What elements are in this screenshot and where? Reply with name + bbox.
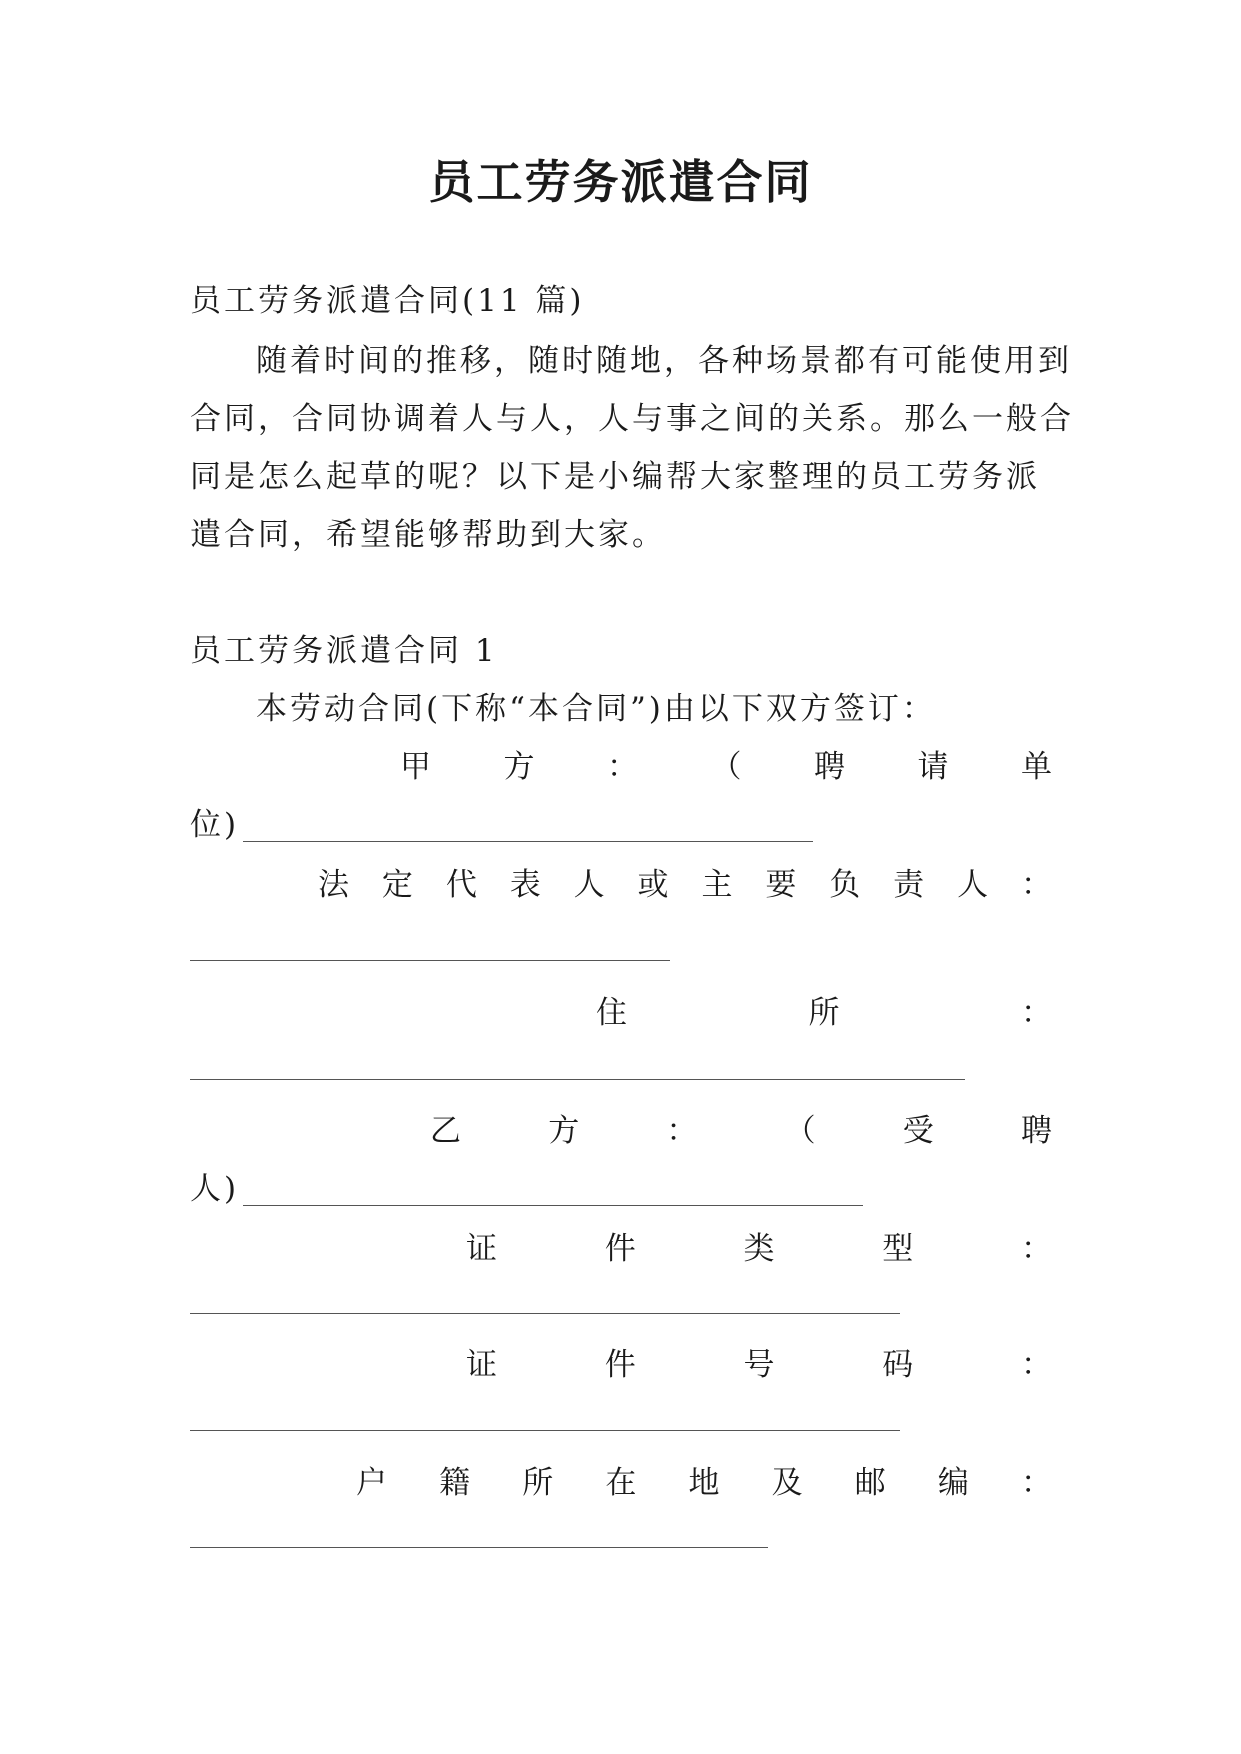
household-blank[interactable]	[190, 1547, 768, 1548]
label-char: 方	[503, 749, 535, 785]
intro-heading: 员工劳务派遣合同(11 篇)	[190, 283, 585, 319]
label-char: 受	[902, 1113, 934, 1149]
label-char: （	[710, 749, 742, 785]
household-label	[356, 1454, 1052, 1512]
label-char: 请	[917, 749, 949, 785]
label-char: 所	[808, 995, 840, 1031]
label-char: 及	[771, 1465, 803, 1501]
party-b-field	[190, 1160, 1052, 1218]
label-char: ：	[666, 1113, 698, 1149]
label-char: 或	[637, 867, 669, 903]
label-char: 编	[937, 1465, 969, 1501]
id-type-label	[466, 1220, 1052, 1278]
label-char: ：	[607, 749, 638, 785]
label-char: （	[784, 1113, 816, 1149]
label-char: 类	[743, 1231, 775, 1267]
id-number-blank[interactable]	[190, 1430, 900, 1431]
label-char: 地	[688, 1465, 720, 1501]
label-char: 所	[522, 1465, 554, 1501]
party-b-blank[interactable]	[243, 1205, 863, 1206]
label-char: 表	[509, 867, 541, 903]
intro-line-4: 遣合同，希望能够帮助到大家。	[190, 517, 666, 553]
label-char: ：	[1021, 1347, 1052, 1383]
label-char: 代	[445, 867, 477, 903]
intro-line-2: 合同，合同协调着人与人，人与事之间的关系。那么一般合	[190, 401, 1074, 437]
party-a-blank[interactable]	[243, 841, 813, 842]
label-char: 住	[596, 995, 627, 1031]
label-char: 人	[573, 867, 605, 903]
label-char: ：	[1021, 1231, 1052, 1267]
label-char: 甲	[400, 749, 431, 785]
label-char: 聘	[1020, 1113, 1052, 1149]
label-char: 定	[381, 867, 413, 903]
label-char: 邮	[854, 1465, 886, 1501]
label-char: 户	[356, 1465, 387, 1501]
opening-statement: 本劳动合同(下称“本合同”)由以下双方签订：	[256, 691, 936, 727]
legal-rep-blank[interactable]	[190, 960, 670, 961]
party-b-label	[430, 1102, 1052, 1160]
party-a-field	[190, 796, 1052, 854]
party-a-label	[400, 738, 1052, 796]
address-label	[596, 984, 1052, 1042]
party-a-label-end: 位)	[190, 807, 240, 843]
label-char: ：	[1021, 1465, 1052, 1501]
id-number-label	[466, 1336, 1052, 1394]
legal-rep-label	[318, 856, 1052, 914]
id-type-blank[interactable]	[190, 1313, 900, 1314]
label-char: 件	[604, 1347, 636, 1383]
document-title: 员工劳务派遣合同	[428, 155, 813, 209]
label-char: 码	[882, 1347, 914, 1383]
label-char: 方	[548, 1113, 580, 1149]
label-char: 证	[466, 1231, 497, 1267]
label-char: 在	[605, 1465, 637, 1501]
label-char: 籍	[439, 1465, 471, 1501]
address-blank[interactable]	[190, 1079, 965, 1080]
label-char: 责	[893, 867, 925, 903]
section-heading: 员工劳务派遣合同 1	[190, 633, 498, 669]
intro-line-1: 随着时间的推移，随时随地，各种场景都有可能使用到	[256, 343, 1072, 379]
label-char: 单	[1021, 749, 1052, 785]
label-char: 型	[882, 1231, 914, 1267]
label-char: 聘	[814, 749, 845, 785]
label-char: 主	[701, 867, 733, 903]
intro-line-3: 同是怎么起草的呢？以下是小编帮大家整理的员工劳务派	[190, 459, 1040, 495]
label-char: 要	[765, 867, 797, 903]
label-char: 件	[604, 1231, 636, 1267]
label-char: 乙	[430, 1113, 461, 1149]
label-char: 人	[957, 867, 989, 903]
label-char: ：	[1020, 867, 1052, 903]
label-char: 号	[743, 1347, 775, 1383]
label-char: 负	[829, 867, 861, 903]
party-b-label-end: 人)	[190, 1171, 240, 1207]
label-char: 证	[466, 1347, 497, 1383]
label-char: ：	[1021, 995, 1052, 1031]
label-char: 法	[318, 867, 349, 903]
